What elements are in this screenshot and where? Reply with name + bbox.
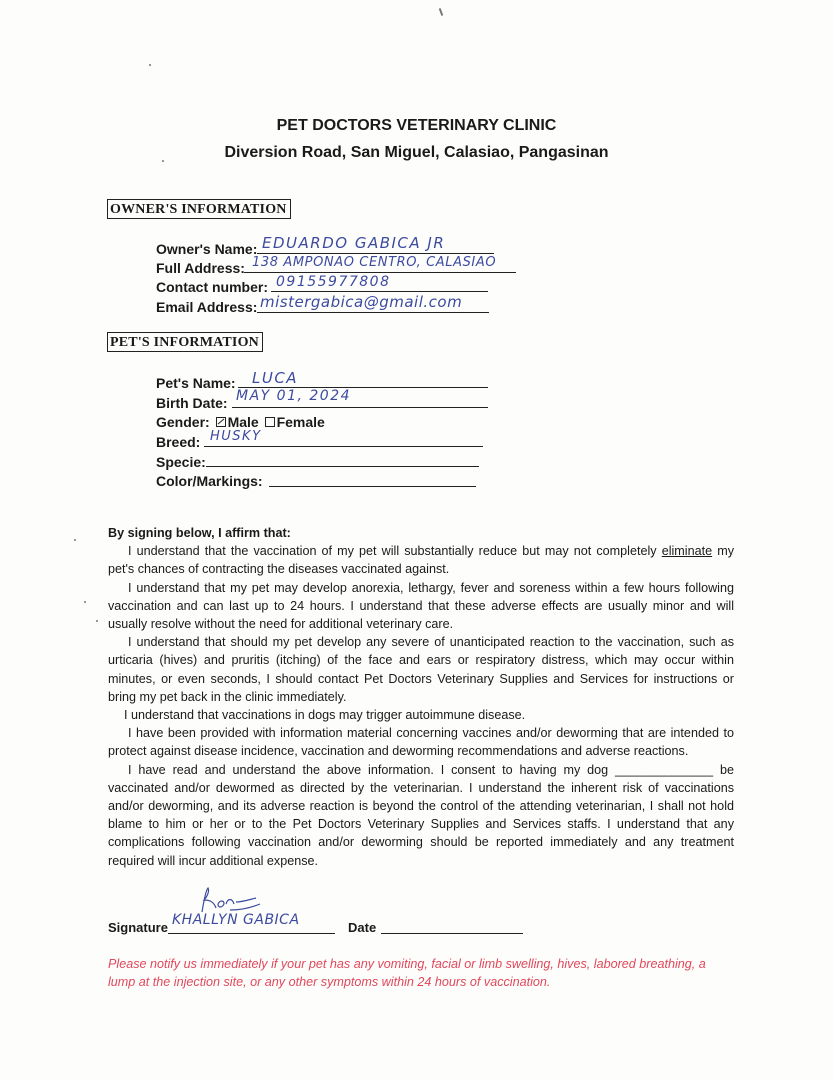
breed-label: Breed: bbox=[156, 434, 201, 450]
signature-label: Signature bbox=[108, 920, 168, 935]
gender-label: Gender: bbox=[156, 414, 210, 430]
clinic-name: PET DOCTORS VETERINARY CLINIC bbox=[276, 117, 557, 134]
affirmation-paragraph-1: I understand that the vaccination of my pet will substantially reduce but may not completely eliminate my pet's chances of contracting the diseases vaccinated against. bbox=[108, 544, 734, 577]
contact-number-value[interactable]: 09155977808 bbox=[276, 274, 391, 290]
contact-number-line bbox=[271, 291, 488, 292]
gender-male-label: Male bbox=[227, 414, 259, 430]
scan-speck bbox=[74, 539, 76, 541]
breed-value[interactable]: HUSKY bbox=[210, 429, 262, 444]
pet-name-value[interactable]: LUCA bbox=[252, 369, 299, 387]
owner-name-value[interactable]: EDUARDO GABICA JR bbox=[262, 234, 446, 252]
full-address-value[interactable]: 138 AMPONAO CENTRO, CALASIAO bbox=[252, 255, 497, 270]
affirmation-heading: By signing below, I affirm that: bbox=[108, 526, 291, 540]
affirmation-paragraph-5: I have been provided with information material concerning vaccines and/or deworming that are intended to protect against disease incidence, vaccination and deworming recommendations and adverse reactions. bbox=[108, 726, 734, 759]
specie-line bbox=[206, 466, 479, 467]
gender-female-label: Female bbox=[276, 414, 325, 430]
scan-speck bbox=[439, 8, 444, 16]
email-address-value[interactable]: mistergabica@gmail.com bbox=[260, 293, 463, 311]
pet-name-label: Pet's Name: bbox=[156, 375, 236, 391]
breed-line bbox=[204, 446, 483, 447]
birth-date-value[interactable]: MAY 01, 2024 bbox=[236, 388, 352, 404]
scan-speck bbox=[149, 64, 151, 66]
affirmation-paragraph-2: I understand that my pet may develop anorexia, lethargy, fever and soreness within a few hours following vaccination and can last up to 24 hours. I understand that these adverse effects are usually minor and will usually resolve without the need for additional veterinary care. bbox=[108, 580, 734, 632]
scan-speck bbox=[96, 620, 98, 622]
vaccination-notice: Please notify us immediately if your pet has any vomiting, facial or limb swelling, hives, labored breathing, a lump at the injection site, or any other symptoms within 24 hours of vaccination. bbox=[108, 957, 706, 990]
specie-label: Specie: bbox=[156, 454, 206, 470]
gender-female-checkbox[interactable] bbox=[265, 417, 275, 427]
gender-male-checkbox[interactable] bbox=[216, 417, 226, 427]
email-address-label: Email Address: bbox=[156, 299, 258, 315]
owner-name-label: Owner's Name: bbox=[156, 241, 258, 257]
date-label: Date bbox=[348, 920, 377, 935]
scan-speck bbox=[162, 160, 164, 162]
email-address-line bbox=[257, 312, 489, 313]
color-markings-label: Color/Markings: bbox=[156, 473, 263, 489]
birth-date-label: Birth Date: bbox=[156, 395, 228, 411]
affirmation-paragraph-4: I understand that vaccinations in dogs may trigger autoimmune disease. bbox=[124, 708, 526, 723]
birth-date-line bbox=[232, 407, 488, 408]
signature-scribble bbox=[196, 884, 266, 916]
color-markings-line bbox=[269, 486, 476, 487]
scan-speck bbox=[84, 601, 86, 603]
full-address-line bbox=[244, 272, 516, 273]
signature-line bbox=[168, 933, 335, 934]
affirmation-paragraph-3: I understand that should my pet develop any severe of unanticipated reaction to the vaccination, such as urticaria (hives) and pruritis (itching) of the face and ears or respiratory distress, which may occur within minutes, or even seconds, I should contact Pet Doctors Veterinary Supplies and Services for instructions or bring my pet back in the clinic immediately. bbox=[108, 635, 734, 704]
contact-number-label: Contact number: bbox=[156, 279, 268, 295]
dog-name-blank[interactable]: ______________ bbox=[615, 762, 714, 777]
underlined-word: eliminate bbox=[661, 544, 713, 559]
full-address-label: Full Address: bbox=[156, 260, 245, 276]
owner-section-heading: OWNER'S INFORMATION bbox=[107, 199, 291, 219]
clinic-address: Diversion Road, San Miguel, Calasiao, Pangasinan bbox=[224, 144, 609, 161]
affirmation-text bbox=[108, 524, 734, 870]
signature-value[interactable]: KHALLYN GABICA bbox=[172, 912, 300, 928]
date-line bbox=[381, 933, 523, 934]
affirmation-paragraph-6: I have read and understand the above information. I consent to having my dog ______________ be vaccinated and/or dewormed as directed by the veterinarian. I understand the inherent risk of vaccinations and/or deworming, and its adverse reaction is beyond the control of the attending veterinarian, I shall not hold blame to him or her or to the Pet Doctors Veterinary Supplies and Services staffs. I understand that any complications following vaccination and/or deworming should be reported immediately and any treatment required will incur additional expense. bbox=[108, 762, 734, 868]
owner-name-line bbox=[257, 253, 494, 254]
pet-section-heading: PET'S INFORMATION bbox=[107, 332, 263, 352]
